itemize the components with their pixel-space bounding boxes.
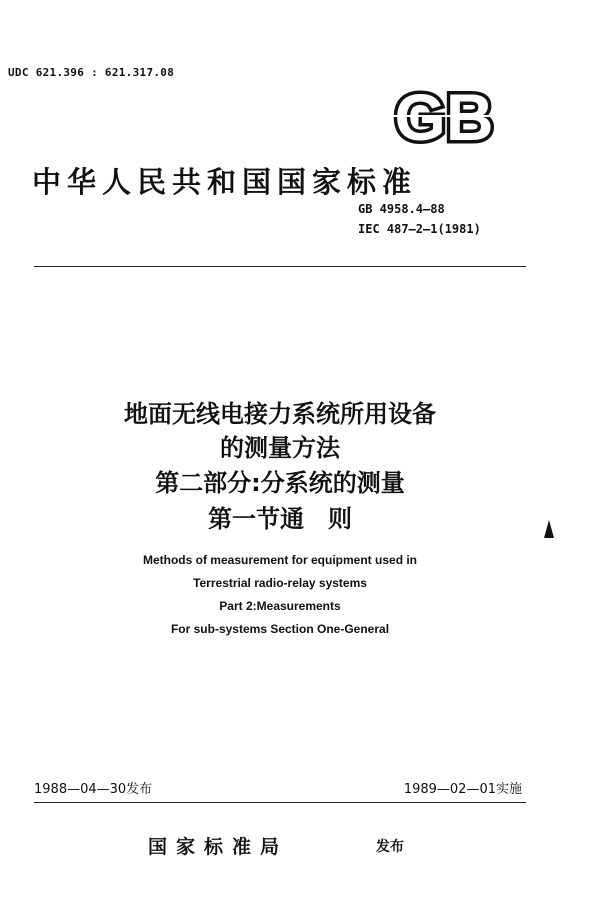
issue-date: 1988—04—30发布 (34, 782, 153, 797)
issuing-authority: 国家标准局 (148, 836, 289, 858)
chinese-title-line-4: 第一节通 则 (208, 505, 352, 533)
english-title-line-3: Part 2:Measurements (219, 599, 341, 613)
english-title-line-4: For sub-systems Section One-General (170, 622, 390, 636)
standard-number-gb: GB 4958.4—88 (358, 202, 445, 216)
standard-number-iec: IEC 487—2—1(1981) (358, 222, 481, 236)
margin-mark-triangle (544, 520, 554, 538)
top-divider (34, 266, 526, 267)
english-title-line-1: Methods of measurement for equipment used in (142, 553, 418, 567)
chinese-title-line-1: 地面无线电接力系统所用设备 (124, 400, 436, 428)
gb-logo (378, 86, 510, 146)
issue-label: 发布 (376, 839, 404, 855)
implementation-date: 1989—02—01实施 (403, 782, 522, 797)
standard-title: 中华人民共和国国家标准 (32, 165, 418, 199)
chinese-title-line-3: 第二部分:分系统的测量 (155, 469, 405, 497)
english-title-line-2: Terrestrial radio-relay systems (193, 576, 367, 590)
gb-logo-text: GB (394, 86, 494, 146)
bottom-divider (34, 802, 526, 803)
chinese-title-line-2: 的测量方法 (220, 434, 340, 462)
udc-code: UDC 621.396 : 621.317.08 (8, 66, 175, 79)
